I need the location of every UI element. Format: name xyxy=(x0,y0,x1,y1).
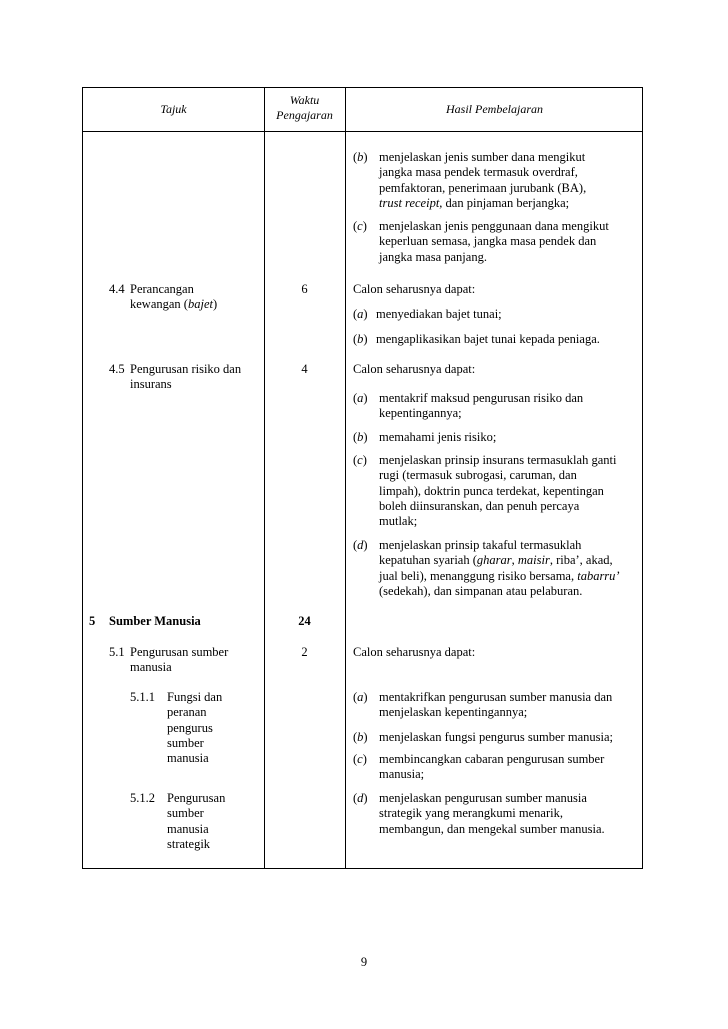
sec44-hours: 6 xyxy=(301,282,308,296)
sec511-b-text: menjelaskan fungsi pengurus sumber manusia; xyxy=(379,730,613,744)
sec5-number: 5 xyxy=(89,614,96,628)
header-waktu-line2: Pengajaran xyxy=(276,108,333,122)
sec45-a-marker: (a) xyxy=(353,391,368,405)
sec511-title: Fungsi dan peranan pengurus sumber manusia xyxy=(167,690,223,766)
sec45-d-marker: (d) xyxy=(353,538,368,552)
header-tajuk: Tajuk xyxy=(160,102,187,116)
sec51-hours: 2 xyxy=(301,645,308,659)
sec45-c-text: menjelaskan prinsip insurans termasuklah ganti rugi (termasuk subrogasi, caruman, dan limpah), doktrin punca terdekat, kepentingan boleh diinsuranskan, dan penuh percaya mutlak; xyxy=(379,453,617,529)
header-divider xyxy=(83,131,642,132)
item-b-marker: (b) xyxy=(353,150,368,164)
sec512-title: Pengurusan sumber manusia strategik xyxy=(167,791,226,851)
item-b-text: menjelaskan jenis sumber dana mengikut jangka masa pendek termasuk overdraf, pemfaktoran, penerimaan jurubank (BA), trust receipt, dan pinjaman berjangka; xyxy=(379,150,587,210)
sec5-hours: 24 xyxy=(298,614,311,628)
sec45-b-text: memahami jenis risiko; xyxy=(379,430,497,444)
item-c-text: menjelaskan jenis penggunaan dana mengikut keperluan semasa, jangka masa pendek dan jangka masa panjang. xyxy=(379,219,609,264)
sec45-c-marker: (c) xyxy=(353,453,367,467)
page-number: 9 xyxy=(360,955,368,969)
sec512-number: 5.1.2 xyxy=(130,791,155,805)
sec45-intro: Calon seharusnya dapat: xyxy=(353,362,476,376)
sec44-a-marker: (a) xyxy=(353,307,368,321)
sec44-number: 4.4 xyxy=(109,282,125,296)
sec44-title: Perancangan kewangan (bajet) xyxy=(130,282,218,312)
sec5-title: Sumber Manusia xyxy=(109,614,201,628)
sec511-c-text: membincangkan cabaran pengurusan sumber manusia; xyxy=(379,752,605,782)
sec511-b-marker: (b) xyxy=(353,730,368,744)
sec512-d-marker: (d) xyxy=(353,791,368,805)
syllabus-table xyxy=(82,87,643,869)
sec45-title: Pengurusan risiko dan insurans xyxy=(130,362,242,392)
sec511-c-marker: (c) xyxy=(353,752,367,766)
header-waktu-line1: Waktu xyxy=(289,93,320,107)
sec44-b-marker: (b) xyxy=(353,332,368,346)
sec45-number: 4.5 xyxy=(109,362,125,376)
sec45-b-marker: (b) xyxy=(353,430,368,444)
sec511-a-text: mentakrifkan pengurusan sumber manusia dan menjelaskan kepentingannya; xyxy=(379,690,613,720)
sec51-title: Pengurusan sumber manusia xyxy=(130,645,229,675)
sec45-d-text: menjelaskan prinsip takaful termasuklah kepatuhan syariah (gharar, maisir, riba’, akad, jual beli), menanggung risiko bersama, tabarru’ (sedekah), dan simpanan atau pelaburan. xyxy=(379,538,620,598)
sec512-d-text: menjelaskan pengurusan sumber manusia strategik yang merangkumi menarik, membangun, dan mengekal sumber manusia. xyxy=(379,791,605,836)
column-divider-2 xyxy=(345,88,346,868)
sec511-number: 5.1.1 xyxy=(130,690,155,704)
header-waktu xyxy=(264,93,345,123)
sec44-b-text: mengaplikasikan bajet tunai kepada peniaga. xyxy=(376,332,600,346)
sec51-number: 5.1 xyxy=(109,645,125,659)
sec511-a-marker: (a) xyxy=(353,690,368,704)
sec44-a-text: menyediakan bajet tunai; xyxy=(376,307,502,321)
sec51-intro: Calon seharusnya dapat: xyxy=(353,645,476,659)
item-c-marker: (c) xyxy=(353,219,367,233)
header-hasil: Hasil Pembelajaran xyxy=(446,102,543,116)
sec44-intro: Calon seharusnya dapat: xyxy=(353,282,476,296)
sec45-a-text: mentakrif maksud pengurusan risiko dan kepentingannya; xyxy=(379,391,584,421)
sec45-hours: 4 xyxy=(301,362,308,376)
column-divider-1 xyxy=(264,88,265,868)
